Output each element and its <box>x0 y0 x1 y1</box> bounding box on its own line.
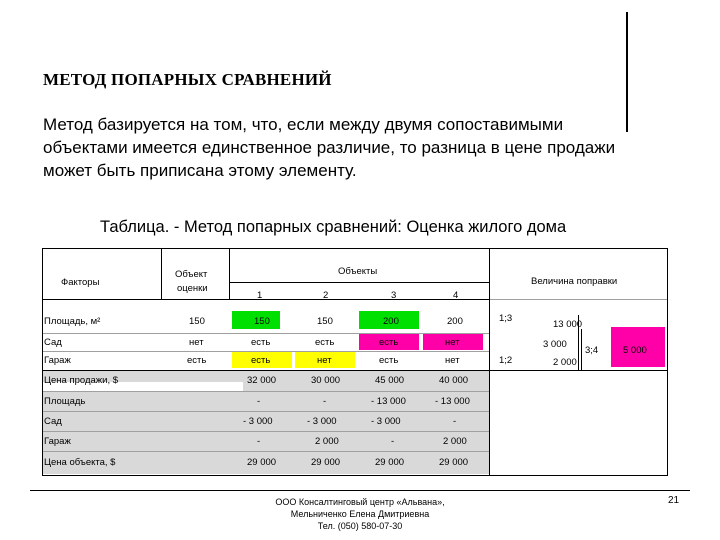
table-cell: 200 <box>383 316 399 327</box>
description-paragraph: Метод базируется на том, что, если между двумя сопоставимыми объектами имеется единственное различие, то разница в цене продажи может быть приписана этому элементу. <box>43 115 616 180</box>
table-cell: есть <box>251 337 271 348</box>
table-cell: 200 <box>447 316 463 327</box>
object-number-4: 4 <box>453 290 459 301</box>
object-number-3: 3 <box>391 290 397 301</box>
table-cell: нет <box>317 355 332 366</box>
table-cell: - 3 000 <box>243 416 273 427</box>
footer-author: Мельниченко Елена Дмитриевна <box>290 509 430 519</box>
page-title: МЕТОД ПОПАРНЫХ СРАВНЕНИЙ <box>43 70 332 89</box>
table-cell: 29 000 <box>311 457 341 468</box>
header-subject-line2: оценки <box>177 283 208 294</box>
table-cell: - 3 000 <box>371 416 401 427</box>
subject-value: есть <box>187 355 207 366</box>
footer-divider <box>30 490 690 491</box>
table-cell: - 13 000 <box>371 396 406 407</box>
table-caption: Таблица. - Метод попарных сравнений: Оценка жилого дома <box>100 218 567 236</box>
table-cell: есть <box>379 337 399 348</box>
table-cell: 29 000 <box>439 457 469 468</box>
table-cell: - <box>391 436 395 447</box>
object-number-2: 2 <box>323 290 329 301</box>
comparison-table <box>42 248 668 476</box>
row-label: Площадь, м² <box>44 316 101 327</box>
adj-pair-1-3: 1;3 <box>499 313 513 324</box>
table-cell: 29 000 <box>247 457 277 468</box>
table-cell: есть <box>379 355 399 366</box>
table-cell: - <box>323 396 327 407</box>
subject-value: нет <box>189 337 204 348</box>
table-cell: 150 <box>254 316 270 327</box>
row-label: Сад <box>44 416 62 427</box>
row-label: Гараж <box>44 355 71 366</box>
table-cell: - <box>453 416 457 427</box>
table-cell: есть <box>315 337 335 348</box>
table-cell: нет <box>445 355 460 366</box>
table-cell: - <box>257 436 261 447</box>
row-label: Гараж <box>44 436 71 447</box>
adj-value-5000: 5 000 <box>623 345 647 356</box>
adj-pair-1-2: 1;2 <box>499 355 513 366</box>
vertical-rule <box>626 12 628 132</box>
row-label: Цена объекта, $ <box>44 457 116 468</box>
adj-pair-3-4: 3;4 <box>585 345 599 356</box>
row-label: Цена продажи, $ <box>44 375 119 386</box>
table-cell: 32 000 <box>247 375 277 386</box>
row-label: Площадь <box>44 396 86 407</box>
adj-value-3000: 3 000 <box>543 339 567 350</box>
header-factors: Факторы <box>61 277 100 288</box>
table-cell: 45 000 <box>375 375 405 386</box>
table-cell: 150 <box>317 316 333 327</box>
row-label: Сад <box>44 337 62 348</box>
table-cell: есть <box>251 355 271 366</box>
table-cell: - 13 000 <box>435 396 470 407</box>
table-cell: 2 000 <box>443 436 467 447</box>
table-cell: 30 000 <box>311 375 341 386</box>
table-cell: - <box>257 396 261 407</box>
footer-phone: Тел. (050) 580-07-30 <box>317 521 403 531</box>
adj-value-2000: 2 000 <box>553 357 577 368</box>
footer-company: ООО Консалтинговый центр «Альвана», <box>275 497 445 507</box>
object-number-1: 1 <box>257 290 263 301</box>
table-cell: 2 000 <box>315 436 339 447</box>
footer <box>230 496 490 532</box>
header-adjustment: Величина поправки <box>531 276 618 287</box>
table-cell: 40 000 <box>439 375 469 386</box>
header-objects: Объекты <box>338 266 378 277</box>
adj-value-13000: 13 000 <box>553 319 583 330</box>
subject-value: 150 <box>189 316 205 327</box>
header-subject-line1: Объект <box>175 269 208 280</box>
page-number: 21 <box>668 495 680 506</box>
table-cell: нет <box>445 337 460 348</box>
table-cell: - 3 000 <box>307 416 337 427</box>
table-cell: 29 000 <box>375 457 405 468</box>
